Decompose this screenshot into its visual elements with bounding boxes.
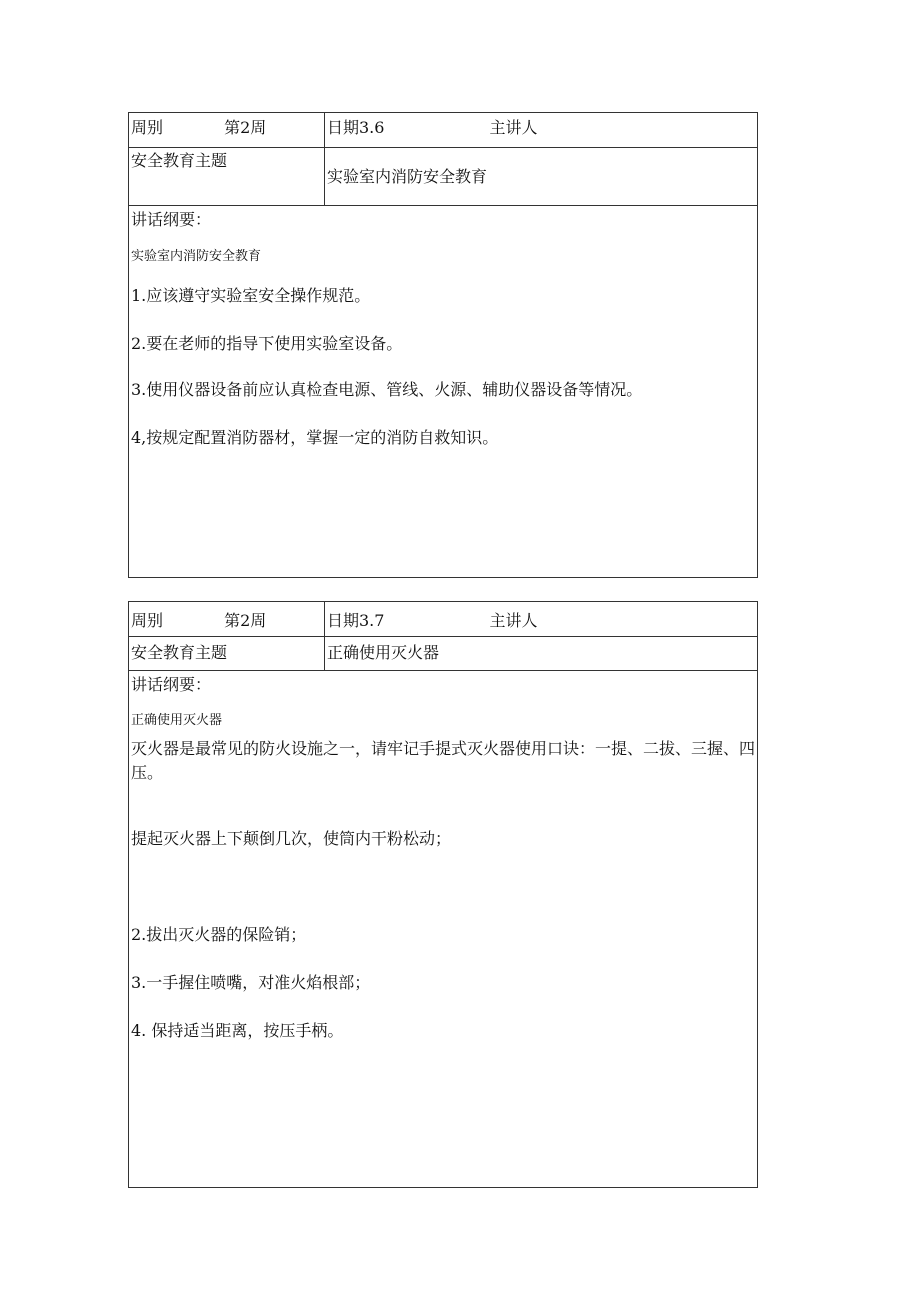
speaker-label: 主讲人 [489, 118, 538, 137]
date-speaker-cell [325, 602, 757, 636]
outline-item: 提起灭火器上下颠倒几次，使筒内干粉松动； [131, 829, 452, 848]
outline-body [129, 671, 757, 1045]
week-label: 周别 [131, 118, 164, 137]
topic-row [129, 637, 757, 671]
outline-title: 实验室内消防安全教育 [131, 249, 262, 264]
week-value: 第2周 [224, 118, 267, 137]
week-cell [129, 113, 325, 147]
outline-title: 正确使用灭火器 [131, 713, 223, 728]
outline-item: 1.应该遵守实验室安全操作规范。 [131, 286, 371, 305]
week-value: 第2周 [224, 611, 267, 630]
outline-item: 3.使用仪器设备前应认真检查电源、管线、火源、辅助仪器设备等情况。 [131, 380, 643, 399]
topic-label: 安全教育主题 [129, 637, 325, 670]
topic-label: 安全教育主题 [129, 148, 325, 205]
outline-intro: 灭火器是最常见的防火设施之一，请牢记手提式灭火器使用口诀：一提、二拔、三握、四压。 [131, 739, 756, 782]
outline-label: 讲话纲要： [131, 210, 212, 229]
outline-item: 4,按规定配置消防器材，掌握一定的消防自救知识。 [131, 428, 499, 447]
date-value: 日期3.7 [327, 611, 385, 630]
outline-item: 2.拔出灭火器的保险销； [131, 925, 307, 944]
outline-body [129, 206, 757, 452]
header-row [129, 602, 757, 637]
safety-record-card-2 [128, 601, 758, 1188]
outline-item: 3.一手握住喷嘴，对准火焰根部； [131, 973, 371, 992]
header-row [129, 113, 757, 148]
date-speaker-cell [325, 113, 757, 147]
outline-label: 讲话纲要： [131, 675, 212, 694]
topic-value: 实验室内消防安全教育 [327, 167, 488, 186]
week-cell [129, 602, 325, 636]
speaker-label: 主讲人 [489, 611, 538, 630]
week-label: 周别 [131, 611, 164, 630]
safety-record-card-1 [128, 112, 758, 578]
outline-item: 4. 保持适当距离，按压手柄。 [131, 1021, 344, 1040]
topic-row [129, 148, 757, 206]
topic-value: 正确使用灭火器 [327, 643, 440, 662]
date-value: 日期3.6 [327, 118, 385, 137]
outline-item: 2.要在老师的指导下使用实验室设备。 [131, 334, 403, 353]
